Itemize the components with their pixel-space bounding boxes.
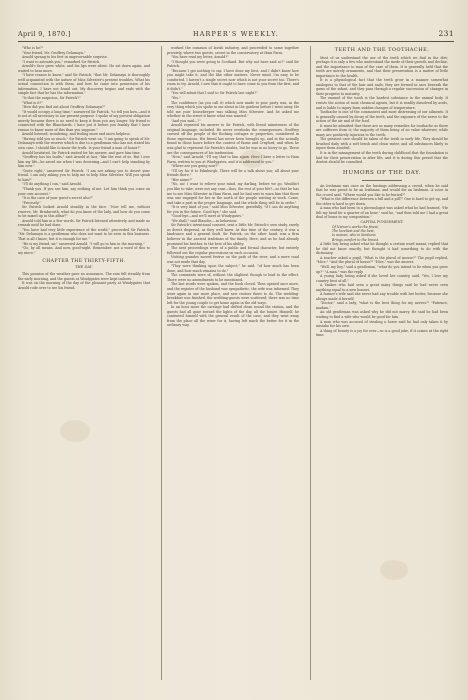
column-1-story: [18, 46, 150, 255]
paragraph: "Geoffrey has his faults," said Arnold at last, "like the rest of us. But I owe him my life—he saved me when I was drowning—and I can't help standing by him now.": [18, 155, 150, 169]
verse-line: Of Nature's works the finest,: [332, 224, 379, 229]
humors-heading: HUMORS OF THE DAY.: [342, 169, 422, 176]
paragraph: Arnold's face grew white, and his lips were silent. He sat down again, and waited to hear more.: [18, 64, 150, 73]
paragraph: Arnold told him in a few words. Sir Patrick listened attentively, and made no remark until he had done.: [18, 218, 150, 228]
verse-line: Is woman, who in kindness: [332, 233, 376, 238]
column-3: [316, 46, 448, 680]
paragraph: Sir Patrick looked Arnold steadily in the face. "Now tell me, without reserve, Mr. Brinkworth, what do you know of the lady, and how do you come to be mixed up in this affair?": [18, 205, 150, 219]
humor-item: "Well, my boy," said a gentleman, "what do you intend to be when you grow up?" "A man," was the reply.: [316, 264, 448, 274]
verse-title: CAPITAL PUNISHMENT.: [360, 220, 404, 224]
humors-rule: [362, 180, 402, 181]
paragraph: "I'll do anything I can," said Arnold.: [22, 182, 82, 187]
chapter-heading: CHAPTER THE THIRTY-FIFTH.: [42, 259, 126, 265]
paragraph: The confidence (as you call it) which now made to your party was, in the very thing which you spoke to me about in the gardens before I went away. He told me your housekeeper was talking Miss Silvester. And he asked me whether in the street it knew what was wanted.": [167, 100, 299, 119]
paragraph: "Because I got nothing to say. I have done my best, and I didn't know how you might take it, and the like other matters. Never mind. I'm easy to be comforted. I haven't a single secret now which is not your secret too. There's room to try. Arnold, I saw that it ought to have come to you from the first, and it didn't.": [167, 68, 299, 91]
paragraph: It was on the morning of the day of the pleasant party at Windygates that Arnold rode over to see his friend.: [18, 281, 150, 290]
paragraph: "You will admit that I said to Sir Patrick last night?": [171, 91, 258, 96]
teeth-article: [316, 56, 448, 165]
chapter-subheading: THE DAY.: [75, 265, 93, 270]
column-2-story: [167, 46, 299, 328]
paragraph: "Quite right," answered Sir Patrick. "I am not asking you to desert your friend. I am only asking you to help me to help Miss Silvester. Will you speak to him?": [18, 168, 150, 182]
verse: [316, 225, 448, 243]
paragraph: "I have reason to know," said Sir Patrick, "that Mr. Delamayn is thoroughly well acquainted with the nature of Miss Silvester's present troubles. What his actual connection is with them, and how he came into possession of his information, I have not found out. My discovery begins and ends with the simple fact that he has the information.": [18, 73, 150, 96]
paragraph: The comments were of, without the slightest though to lead to the effect. There were no amendments to be mentioned.: [167, 273, 299, 282]
humor-item: "Doctor," said a lady, "what is the best thing for my nerves?" "Patience, madam.": [316, 301, 448, 310]
column-1: [18, 46, 150, 680]
column-divider: [161, 46, 162, 680]
humor-item: A little boy being asked what he thought a certain word meant, replied that he did not know exactly, but thought it had something to do with the dictionary.: [316, 242, 448, 256]
paragraph: "It is very kind of you," said Miss Silvester, gratefully, "if I can do anything for you in the future. Good-bye," she said.: [167, 205, 299, 214]
paragraph: "He is my friend, sir," answered Arnold. "I will go to him in the morning.": [22, 241, 145, 246]
paragraph: "You have had very little experience of the world," proceeded Sir Patrick. "Mr. Delamayn is a gentleman who does not want to be seen in this business. That is all I know; but it is enough for me.": [18, 227, 150, 241]
paragraph: Most of us understand the use of the teeth which we find in the diet; perhaps it is only a few who understand the mode of their growth and decline, and the importance to man of the care of them. It is generally held that the teeth are merely ornaments, and that their preservation is a matter of little importance to the health.: [316, 55, 448, 78]
humors-items-2: [316, 242, 448, 337]
paragraph: "Her name?": [171, 177, 193, 182]
humor-item: A teacher asked a pupil, "What is the plural of mouse?" The pupil replied, "Mice." "And the plural of house?" "Hice," was the answer.: [316, 255, 448, 265]
paragraph: "Having told you so much," Sir Patrick went on, "I am going to speak of Mr. Delamayn with the reserve which is due to a gentleman who has not stated his own case. I should like to know the truth. Is your friend a man of honor?": [18, 136, 150, 151]
paragraph: It is a physiological fact that the teeth grow in a manner somewhat analogous to that of the hair and nails; they are formed in sacs beneath the gums of the infant, and they pass through a regular succession of changes in their progress to maturity.: [316, 78, 448, 96]
paragraph: "And you said—?": [171, 118, 201, 123]
verse-line: The loveliest and the best,: [332, 229, 375, 233]
column-divider: [310, 46, 311, 680]
paragraph: Arnold hesitated. Sir Patrick waited for his answer, and gave him time.: [22, 150, 141, 155]
paragraph: It must be admitted that there are as many remedies for toothache as there are sufferers from it; the majority of them being of no value whatever, while many are positively injurious to the teeth.: [316, 123, 448, 137]
paragraph: The greatest care should be taken of the teeth in early life. They should be brushed daily with a soft brush and clean water, and all substances likely to injure them avoided.: [316, 137, 448, 151]
humor-item: A young lady, being asked if she loved her country, said, "Yes, I love my country best of all.": [316, 274, 448, 283]
paragraph: "We shall," said Blanche,—in behaviour.: [171, 218, 238, 223]
paragraph: Arnold repeated his answer to Sir Patrick, with literal minuteness of the original language, included. He never overlooks the consequences. Geoffrey carried off the people of the flocking cottages or properties, considered in those expressions. His friend has never been brought up, and in the actually found in those hours before the contest of Rome and Crayford; and when he was glad to represent Sir Patrick's doubts, but he was in no hurry to go. These are the consequences of his inattention.: [167, 123, 299, 155]
verse-line: Brings comfort to the breast.: [332, 237, 379, 242]
paragraph: "What is it?": [22, 100, 43, 105]
paragraph: Arnold sprang to his feet in ungovernable surprise.: [22, 55, 108, 60]
humor-item: A man who had been to a phrenologist was asked what he had learned. "He felt my head for a quarter of an hour," said he, "and then told me I had a great deal of brass in my composition.": [316, 206, 448, 220]
paragraph: "Who is he?": [22, 46, 44, 50]
section-heading: TEETH AND THE TOOTHACHE.: [334, 47, 430, 53]
issue-date: April 9, 1870.]: [18, 30, 71, 38]
humor-item: A thing of beauty is a joy for ever—so is a good joke, if it comes at the right time.: [316, 328, 448, 338]
paragraph: "I'll try for it to Edinburgh. There will be a talk about you; all about your friends there.": [167, 168, 299, 178]
paragraph: "Where are you going now?": [171, 164, 219, 169]
paragraph: "Is that the suspicion, Sir Patrick?": [22, 96, 81, 101]
publication-title: HARPER'S WEEKLY.: [192, 30, 280, 38]
paragraph: "Good-bye—and we'll meet at Windygates.": [171, 214, 244, 219]
humor-item: "What is the difference between a hill and a pill?" One is hard to get up, and the other is hard to get down.: [316, 197, 448, 206]
paragraph: The next proceedings were of a public and formal character, but entirely followed out the regular processions on each occasion.: [167, 246, 299, 255]
paragraph: Toothache is one of the commonest and most distressing of our ailments. It is generally caused by decay of the teeth, and the exposure of the nerve to the action of the air and of the food.: [316, 110, 448, 124]
paragraph: "It is the case of your guest's secret also?": [22, 196, 94, 201]
paragraph: "They were thinking upon the subject," he said, "of how much has been done, and how much remains to do.": [167, 264, 299, 273]
humor-item: A Yankee who had seen a great many things said he had never seen anything equal to a new bonnet.: [316, 283, 448, 292]
humors-items: [316, 184, 448, 220]
paragraph: The last words were spoken, and the book closed. Then opened once more, and the register of the husband was sympathetic, the wife was informed. They were again in one more place, and saw visitors there to do. The wedding-breakfast was finished, the wedding-guests were scattered; there was no time left for the young couple to get home again in the old ways.: [167, 282, 299, 305]
humor-item: A farmer's wife said she never had any trouble with her butter, because she always made it herself.: [316, 292, 448, 301]
paragraph: It is in the management of the teeth during childhood that the foundation is laid for their preservation in after life, and it is during this period that the dentist should be consulted.: [316, 150, 448, 165]
paragraph: Visiting grandes moved festive on the path of the river, and a mere road was not made that day.: [167, 255, 299, 264]
paragraph: Sir Patrick's intentional consent, sent a little Mr. Patrick's own study, rarely as direct dispersal, as they well knew. At this time of the century, it was a hindrance and a general fault. Sir Patrick, on the other hand, was a firm believer in the ancient traditions of the family. Here, and as he had already promised his brother, to the best of his ability.: [167, 223, 299, 246]
paragraph: "Your friend, Mr. Geoffrey Delamayn.": [22, 50, 86, 55]
paragraph: "You have read my letter, Arnold?": [171, 55, 229, 60]
paragraph: In an hour more the carriage had drifted clean round the station, and the guests had all gone toward the lights of the day, all the busier. Himself, he contented himself with the general result of the case; and they went away from the place all the wiser for it, having left much the better for it in the ordinary way.: [167, 305, 299, 328]
column-2: [167, 46, 299, 680]
header-rule: [18, 41, 454, 42]
paragraph: "I thought you were going to Scotland. But why not have said so?" said Sir Patrick.: [167, 59, 299, 69]
paragraph: Arnold listened, wondering, and feeling more and more helpless.: [22, 132, 131, 137]
paragraph: "How did you find out about Geoffrey Delamayn?": [22, 105, 106, 110]
humor-item: A man who was accused of stealing a horse said he had only taken it by mistake for his own.: [316, 319, 448, 329]
paragraph: "It would occupy a long time," answered Sir Patrick, "to tell you how—and it is not at all necessary to our present purpose. I spoke of my present obligation merely because there is no need to keep it from you any longer. My friend is connected with the Blanchards. I have put it before you frankly that I have reason to know more of this than you suppose.": [18, 109, 150, 132]
paragraph: The enamel of the tooth is the hardest substance in the animal body. It resists the action of most chemical agents, but it is readily dissolved by acids, and is liable to injury from sudden changes of temperature.: [316, 96, 448, 110]
paragraph: "Go, by all means. And now, good-night. Remember: not a word of this to my niece.": [18, 246, 150, 255]
paragraph: worked the common of lavish industry, and proceeded to some together privately, where two guests, secret in the conservatory at Ham Farm.: [167, 46, 299, 55]
paragraph: "Now," said Arnold, "I'll say that to him again. Here I have a letter to Ham Farm, written to you at Windygates, and it is addressed to you.": [167, 155, 299, 164]
paragraph: "No, no! I want to relieve your mind, my darling, before we go. Wouldn't you like to take, were not any case—thus, the rest of your life?—so that he has me to see Miss Silvester in Ham Farm, and he had sent to warn him that there was one engaged for her in the north of the people waiting at work. Come, and take a part in the proper language, and the whole thing will be in order.": [167, 182, 299, 205]
paragraph: "I want to astonish you," remarked Sir Patrick.: [22, 59, 101, 64]
paragraph: This promise of the weather gave no assurance. The rain fell steadily from the early morning, and the guests at Windygates were kept indoors.: [18, 272, 150, 281]
humor-item: An Irishman was once on the hustings addressing a crowd, when he said that he was proud to be an Irishman, and would die an Irishman. A voice in the crowd said, "Where would you like to be buried?": [316, 183, 448, 197]
paragraph: "Precisely.": [22, 200, 41, 205]
paragraph: "Yes.": [171, 96, 181, 101]
page-number: 231: [438, 29, 454, 38]
humor-item: An old gentleman was asked why he did not marry. He said he had been waiting to find a wife who would be good for him.: [316, 310, 448, 319]
chapter-text: [18, 272, 150, 290]
paragraph: "Thank you. If you see him, say nothing of me. Let him think you come on your own account.": [18, 186, 150, 196]
